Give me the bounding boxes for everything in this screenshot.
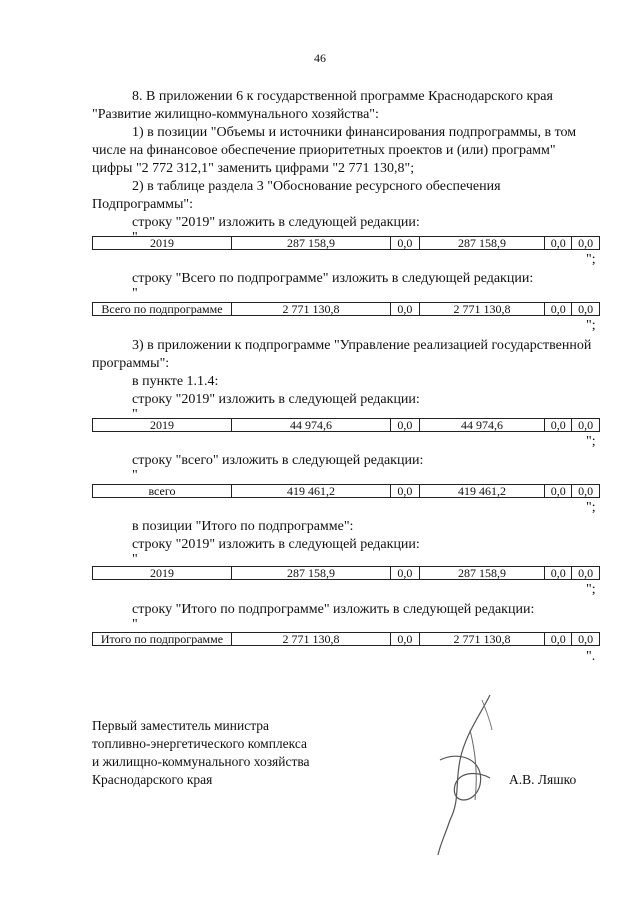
close-quote: "; <box>586 318 596 333</box>
cell-other: 0,0 <box>578 567 594 579</box>
close-quote: ". <box>586 649 596 664</box>
close-quote: "; <box>586 582 596 597</box>
cell-federal: 0,0 <box>391 633 420 645</box>
cell-local: 0,0 <box>545 419 572 431</box>
paragraph-2-line2: Подпрограммы": <box>92 197 194 212</box>
open-quote: " <box>132 468 138 483</box>
instruction-row-vsego: строку "всего" изложить в следующей редакции: <box>132 453 424 468</box>
paragraph-3-line3: в пункте 1.1.4: <box>132 374 219 389</box>
cell-other: 0,0 <box>578 303 594 315</box>
paragraph-1-line3: цифры "2 772 312,1" заменить цифрами "2 771 130,8"; <box>92 161 415 176</box>
table-row <box>92 566 600 580</box>
cell-regional: 2 771 130,8 <box>420 303 546 315</box>
cell-local: 0,0 <box>545 567 572 579</box>
cell-federal: 0,0 <box>391 237 420 249</box>
table-row <box>92 418 600 432</box>
cell-regional: 287 158,9 <box>420 567 546 579</box>
open-quote: " <box>132 230 138 245</box>
cell-federal: 0,0 <box>391 419 420 431</box>
cell-federal: 0,0 <box>391 485 420 497</box>
cell-total: 2 771 130,8 <box>232 633 391 645</box>
paragraph-item8-line1: 8. В приложении 6 к государственной программе Краснодарского края <box>132 89 553 104</box>
paragraph-item8-line2: "Развитие жилищно-коммунального хозяйства": <box>92 107 379 122</box>
page-number: 46 <box>314 51 326 65</box>
cell-regional: 419 461,2 <box>420 485 546 497</box>
paragraph-2-line1: 2) в таблице раздела 3 "Обоснование ресурсного обеспечения <box>132 179 501 194</box>
instruction-position-itogo: в позиции "Итого по подпрограмме": <box>132 519 354 534</box>
cell-federal: 0,0 <box>391 567 420 579</box>
signatory-title-line2: топливно-энергетического комплекса <box>92 736 308 751</box>
open-quote: " <box>132 286 138 301</box>
cell-label: 2019 <box>93 419 232 431</box>
table-row <box>92 302 600 316</box>
cell-total: 419 461,2 <box>232 485 391 497</box>
cell-local: 0,0 <box>545 237 572 249</box>
paragraph-3-line1: 3) в приложении к подпрограмме "Управление реализацией государственной <box>132 338 592 353</box>
open-quote: " <box>132 617 138 632</box>
cell-local: 0,0 <box>545 303 572 315</box>
cell-total: 287 158,9 <box>232 567 391 579</box>
cell-other: 0,0 <box>578 633 594 645</box>
cell-other: 0,0 <box>578 485 594 497</box>
close-quote: "; <box>586 434 596 449</box>
cell-total: 287 158,9 <box>232 237 391 249</box>
cell-federal: 0,0 <box>391 303 420 315</box>
cell-total: 44 974,6 <box>232 419 391 431</box>
cell-label: Всего по подпрограмме <box>93 303 232 315</box>
instruction-row-2019: строку "2019" изложить в следующей редакции: <box>132 215 420 230</box>
cell-label: всего <box>93 485 232 497</box>
instruction-row-2019: строку "2019" изложить в следующей редакции: <box>132 537 420 552</box>
close-quote: "; <box>586 252 596 267</box>
cell-local: 0,0 <box>545 485 572 497</box>
signatory-title-line1: Первый заместитель министра <box>92 718 270 733</box>
signatory-title-line3: и жилищно-коммунального хозяйства <box>92 754 310 769</box>
open-quote: " <box>132 552 138 567</box>
signatory-title-line4: Краснодарского края <box>92 772 213 787</box>
cell-label: 2019 <box>93 237 232 249</box>
cell-regional: 44 974,6 <box>420 419 546 431</box>
cell-other: 0,0 <box>578 237 594 249</box>
paragraph-1-line2: числе на финансовое обеспечение приоритетных проектов и (или) программ" <box>92 143 556 158</box>
cell-label: Итого по подпрограмме <box>93 633 232 645</box>
table-row <box>92 236 600 250</box>
instruction-row-total: строку "Всего по подпрограмме" изложить в следующей редакции: <box>132 271 534 286</box>
table-row <box>92 484 600 498</box>
paragraph-1-line1: 1) в позиции "Объемы и источники финансирования подпрограммы, в том <box>132 125 577 140</box>
cell-regional: 2 771 130,8 <box>420 633 546 645</box>
instruction-row-2019: строку "2019" изложить в следующей редакции: <box>132 392 420 407</box>
open-quote: " <box>132 407 138 422</box>
cell-local: 0,0 <box>545 633 572 645</box>
instruction-row-itogo: строку "Итого по подпрограмме" изложить в следующей редакции: <box>132 602 535 617</box>
cell-regional: 287 158,9 <box>420 237 546 249</box>
table-row <box>92 632 600 646</box>
paragraph-3-line2: программы": <box>92 356 170 371</box>
cell-total: 2 771 130,8 <box>232 303 391 315</box>
signatory-name: А.В. Ляшко <box>509 772 577 787</box>
cell-label: 2019 <box>93 567 232 579</box>
cell-other: 0,0 <box>578 419 594 431</box>
handwritten-signature <box>420 690 520 860</box>
close-quote: "; <box>586 500 596 515</box>
